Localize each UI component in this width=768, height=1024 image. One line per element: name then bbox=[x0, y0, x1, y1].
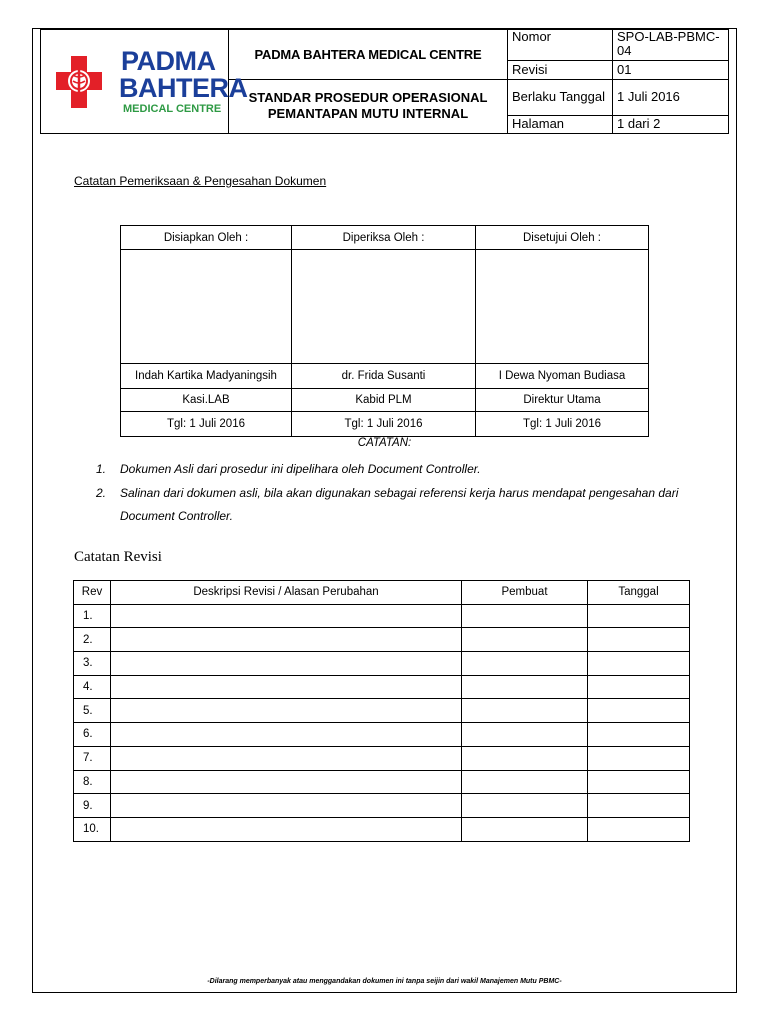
approver-position-checked: Kabid PLM bbox=[292, 389, 476, 412]
revision-description-cell bbox=[111, 770, 462, 794]
revision-date-cell bbox=[588, 699, 690, 723]
revision-description-cell bbox=[111, 723, 462, 747]
notes-list bbox=[96, 458, 696, 529]
revision-author-cell bbox=[462, 817, 588, 841]
revision-number: 2. bbox=[74, 628, 111, 652]
revision-description-cell bbox=[111, 817, 462, 841]
revision-date-cell bbox=[588, 604, 690, 628]
logo-line-1: PADMA bbox=[121, 46, 216, 76]
approver-position-prepared: Kasi.LAB bbox=[121, 389, 292, 412]
revision-header-rev: Rev bbox=[74, 581, 111, 605]
revision-number: 1. bbox=[74, 604, 111, 628]
document-header bbox=[40, 29, 729, 134]
revision-description-cell bbox=[111, 746, 462, 770]
approver-name-prepared: Indah Kartika Madyaningsih bbox=[121, 364, 292, 389]
note-number: 1. bbox=[96, 462, 107, 476]
approval-date-approved: Tgl: 1 Juli 2016 bbox=[476, 412, 649, 437]
revision-date-cell bbox=[588, 746, 690, 770]
field-label-nomor: Nomor bbox=[508, 30, 613, 61]
approval-date-checked: Tgl: 1 Juli 2016 bbox=[292, 412, 476, 437]
footer-disclaimer: -Dilarang memperbanyak atau menggandakan dokumen ini tanpa seijin dari wakil Manajemen Mutu PBMC- bbox=[207, 978, 562, 985]
revision-description-cell bbox=[111, 628, 462, 652]
field-value-berlaku: 1 Juli 2016 bbox=[613, 79, 729, 115]
note-item bbox=[96, 458, 696, 482]
revision-header-description: Deskripsi Revisi / Alasan Perubahan bbox=[111, 581, 462, 605]
approval-heading-approved: Disetujui Oleh : bbox=[476, 226, 649, 250]
table-row bbox=[74, 746, 690, 770]
revision-author-cell bbox=[462, 723, 588, 747]
revision-table bbox=[73, 580, 690, 842]
revision-number: 5. bbox=[74, 699, 111, 723]
logo-cell bbox=[41, 30, 248, 134]
signature-box-approved bbox=[476, 250, 649, 364]
approval-table bbox=[120, 225, 649, 437]
revision-number: 6. bbox=[74, 723, 111, 747]
notes-title: CATATAN: bbox=[357, 437, 412, 449]
approver-position-approved: Direktur Utama bbox=[476, 389, 649, 412]
revision-author-cell bbox=[462, 699, 588, 723]
revision-number: 9. bbox=[74, 794, 111, 818]
revision-author-cell bbox=[462, 794, 588, 818]
signature-box-prepared bbox=[121, 250, 292, 364]
revision-date-cell bbox=[588, 817, 690, 841]
table-row bbox=[74, 817, 690, 841]
revision-author-cell bbox=[462, 746, 588, 770]
revision-description-cell bbox=[111, 699, 462, 723]
doc-title bbox=[229, 79, 508, 133]
org-title: PADMA BAHTERA MEDICAL CENTRE bbox=[229, 30, 508, 80]
approval-date-prepared: Tgl: 1 Juli 2016 bbox=[121, 412, 292, 437]
revision-author-cell bbox=[462, 628, 588, 652]
revision-date-cell bbox=[588, 770, 690, 794]
revision-header-date: Tanggal bbox=[588, 581, 690, 605]
revision-date-cell bbox=[588, 794, 690, 818]
field-value-halaman: 1 dari 2 bbox=[613, 115, 729, 133]
revision-date-cell bbox=[588, 723, 690, 747]
revision-number: 10. bbox=[74, 817, 111, 841]
table-row bbox=[74, 675, 690, 699]
field-label-halaman: Halaman bbox=[508, 115, 613, 133]
note-text: Salinan dari dokumen asli, bila akan digunakan sebagai referensi kerja harus mendapat pengesahan dari Document Controller. bbox=[120, 485, 679, 523]
revision-number: 8. bbox=[74, 770, 111, 794]
revision-date-cell bbox=[588, 652, 690, 676]
table-row bbox=[74, 604, 690, 628]
table-row bbox=[74, 794, 690, 818]
revision-author-cell bbox=[462, 604, 588, 628]
revision-number: 4. bbox=[74, 675, 111, 699]
field-label-revisi: Revisi bbox=[508, 61, 613, 79]
field-value-nomor: SPO-LAB-PBMC-04 bbox=[613, 30, 729, 61]
medical-cross-icon bbox=[54, 54, 104, 110]
approver-name-approved: I Dewa Nyoman Budiasa bbox=[476, 364, 649, 389]
revision-date-cell bbox=[588, 675, 690, 699]
field-value-revisi: 01 bbox=[613, 61, 729, 79]
field-label-berlaku: Berlaku Tanggal bbox=[508, 79, 613, 115]
revision-author-cell bbox=[462, 770, 588, 794]
doc-title-line-1: STANDAR PROSEDUR OPERASIONAL bbox=[248, 90, 488, 106]
note-item bbox=[96, 482, 696, 529]
table-row bbox=[74, 699, 690, 723]
logo-line-3: MEDICAL CENTRE bbox=[123, 103, 222, 115]
revision-description-cell bbox=[111, 604, 462, 628]
revision-author-cell bbox=[462, 652, 588, 676]
approval-heading-prepared: Disiapkan Oleh : bbox=[121, 226, 292, 250]
table-row bbox=[74, 770, 690, 794]
table-row bbox=[74, 628, 690, 652]
revision-description-cell bbox=[111, 652, 462, 676]
revision-description-cell bbox=[111, 794, 462, 818]
approval-section-title: Catatan Pemeriksaan & Pengesahan Dokumen bbox=[74, 174, 327, 188]
revision-date-cell bbox=[588, 628, 690, 652]
revision-header-author: Pembuat bbox=[462, 581, 588, 605]
approval-heading-checked: Diperiksa Oleh : bbox=[292, 226, 476, 250]
revision-number: 7. bbox=[74, 746, 111, 770]
revision-description-cell bbox=[111, 675, 462, 699]
table-row bbox=[74, 723, 690, 747]
revision-author-cell bbox=[462, 675, 588, 699]
table-row bbox=[74, 652, 690, 676]
approver-name-checked: dr. Frida Susanti bbox=[292, 364, 476, 389]
revision-section-title: Catatan Revisi bbox=[74, 549, 162, 565]
note-number: 2. bbox=[96, 485, 107, 500]
signature-box-checked bbox=[292, 250, 476, 364]
doc-title-line-2: PEMANTAPAN MUTU INTERNAL bbox=[267, 106, 469, 122]
revision-number: 3. bbox=[74, 652, 111, 676]
note-text: Dokumen Asli dari prosedur ini dipelihara oleh Document Controller. bbox=[120, 462, 481, 476]
logo-line-2: BAHTERA bbox=[119, 73, 248, 103]
